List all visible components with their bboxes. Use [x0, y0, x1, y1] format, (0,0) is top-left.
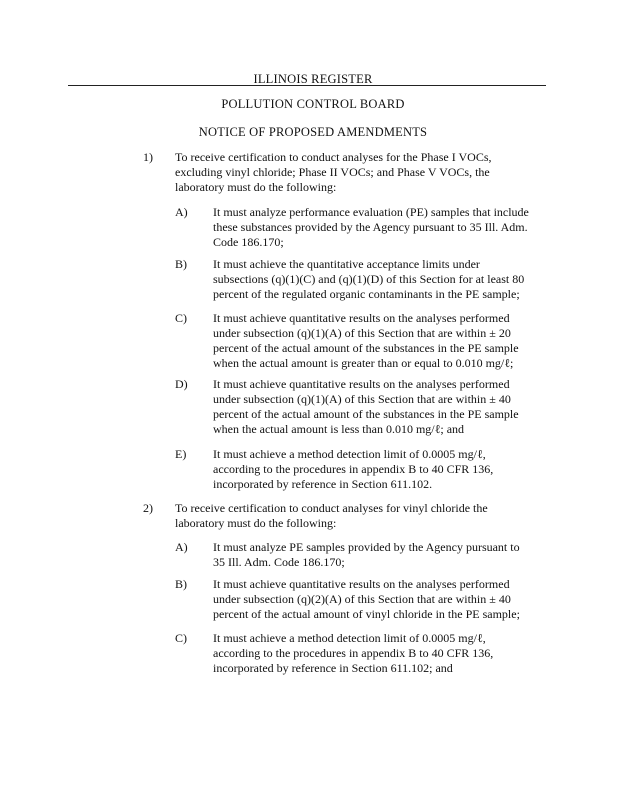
item-text: To receive certification to conduct analyses for vinyl chloride the laboratory must do the following: [175, 501, 488, 530]
header-rule [68, 85, 546, 86]
subitem-label: A) [175, 205, 188, 219]
subitem-label: E) [175, 447, 187, 461]
register-title: ILLINOIS REGISTER [253, 72, 373, 86]
item-number: 1) [143, 150, 153, 164]
board-title: POLLUTION CONTROL BOARD [221, 97, 405, 111]
subitem-text: It must achieve quantitative results on the analyses performed under subsection (q)(1)(A) of this Section that are within ± 20 percent of the actual amount of the substances in the PE sample when the actual amount is greater than or equal to 0.010 mg/ℓ; [213, 311, 519, 370]
subitem-text: It must achieve quantitative results on the analyses performed under subsection (q)(2)(A) of this Section that are within ± 40 percent of the actual amount of vinyl chloride in the PE sample; [213, 577, 520, 621]
subitem-text: It must achieve a method detection limit of 0.0005 mg/ℓ, according to the procedures in appendix B to 40 CFR 136, incorporated by reference in Section 611.102. [213, 447, 494, 491]
subitem-text: It must analyze PE samples provided by the Agency pursuant to 35 Ill. Adm. Code 186.170; [213, 540, 520, 569]
notice-title: NOTICE OF PROPOSED AMENDMENTS [198, 125, 428, 139]
subitem-text: It must analyze performance evaluation (PE) samples that include these substances provided by the Agency pursuant to 35 Ill. Adm. Code 186.170; [213, 205, 529, 249]
subitem-label: D) [175, 377, 188, 391]
subitem-text: It must achieve a method detection limit of 0.0005 mg/ℓ, according to the procedures in appendix B to 40 CFR 136, incorporated by reference in Section 611.102; and [213, 631, 494, 675]
subitem-label: C) [175, 311, 187, 325]
subitem-text: It must achieve the quantitative acceptance limits under subsections (q)(1)(C) and (q)(1)(D) of this Section for at least 80 percent of the regulated organic contaminants in the PE sample; [213, 257, 525, 301]
subitem-label: B) [175, 257, 187, 271]
subitem-label: A) [175, 540, 188, 554]
item-text: To receive certification to conduct analyses for the Phase I VOCs, excluding vinyl chloride; Phase II VOCs; and Phase V VOCs, the laboratory must do the following: [175, 150, 492, 194]
subitem-label: C) [175, 631, 187, 645]
subitem-text: It must achieve quantitative results on the analyses performed under subsection (q)(1)(A) of this Section that are within ± 40 percent of the actual amount of the substances in the PE sample when the actual amount is less than 0.010 mg/ℓ; and [213, 377, 519, 436]
item-number: 2) [143, 501, 153, 515]
subitem-label: B) [175, 577, 187, 591]
